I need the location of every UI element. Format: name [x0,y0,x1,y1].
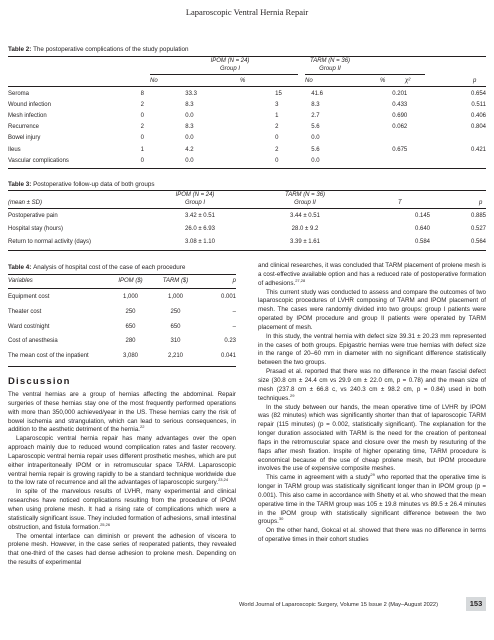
table3-cell-group2: 28.0 ± 9.2 [291,226,319,233]
table2-cell-chi-square: 0.675 [392,146,408,153]
table-row [8,235,486,248]
table3-cell-p-value: 0.885 [470,213,486,220]
table4-cell-variable: Theater cost [8,309,42,316]
table2-cell-complication: Ileus [8,146,21,153]
table2-group2-sub: Group II [319,66,341,72]
table2-cell-group2-pct: 5.6 [311,124,320,131]
table3-cell-group1: 3.08 ± 1.10 [185,238,215,245]
paragraph-text: The omental interface can diminish or prevent the adhesion of viscera to prolene mesh. However, in the case series of reoperated patients, they revealed that one-third of the cases had dense adhesion to prolene mesh. Depending on the results of experimental [8,532,236,567]
table-row [8,99,486,110]
table4-header-tarm: TARM ($) [162,278,189,284]
table-row [8,349,236,364]
table2-cell-chi-square: 0.201 [392,90,408,97]
table2-col-pct-2: % [380,78,386,84]
table2-cell-group2-pct: 0.0 [311,135,320,142]
table3-mean-label: (mean ± SD) [8,200,42,206]
left-column [8,391,236,568]
citation-superscript: 22 [140,424,145,430]
table4-cell-ipom: 280 [125,338,136,345]
table4-header-variables: Variables [8,278,33,284]
paragraph-text: On the other hand, Gokcal et al. showed that there was no difference in terms of operative times in their cohort studies [258,527,486,544]
table2-col-p: p [473,78,477,84]
paragraph [8,435,236,488]
citation-superscript: 29 [289,392,295,398]
table4-cell-tarm: 310 [170,338,181,345]
paragraph-text: The ventral hernias are a group of hernias affecting the abdominal. Repair surgeries of these hernias stay one of the most frequently performed operations with more than 350,000 achieved/year in the US. These hernias carry the risk of bowel ischemia and strangulation, which can lead to serious consequences, in addition to the aesthetic detriment of the hernia. [8,391,236,434]
table2-cell-chi-square: 0.690 [392,112,408,119]
paragraph-text: In the study between our hands, the mean operative time of LVHR by IPOM was (82 minutes) which was significantly shorter than that of laparoscopic TARM repair (115 minutes) (p = 0.002, statistically significant). The explanation for the longer duration associated with TARM is the need for the creation of peritoneal flaps in the retromuscular space and closure over the mesh by resuturing of the flaps after mesh fixation. Inspite of higher operating time, TARM procedure is economical because of the use of cheap prolene mesh, but IPOM procedure involves the use of expensive composite meshes. [258,403,486,473]
right-column [258,262,486,545]
paragraph [258,289,486,333]
table2-col-no-2: No [305,78,313,84]
table3-caption-label: Table 3: [8,181,32,188]
table4-cell-p-value: 0.001 [220,294,236,301]
table2-cell-group1-pct: 0.0 [185,135,194,142]
table2-cell-complication: Seroma [8,90,30,97]
table3-group2-sub: Group II [294,200,316,206]
table4-cell-p-value: 0.041 [220,353,236,360]
paragraph-text: In this study, the ventral hernia with defect size 39.31 ± 20.23 mm represented in the cases of both groups. Epigastric hernias were true hernias with defect size in the range of 20–60 mm in diameter with no significant difference statistically between the two groups. [258,332,486,367]
table2-cell-group2-no: 1 [275,112,279,119]
table2-col-pct-1: % [240,78,246,84]
citation-superscript: 23,24 [218,477,229,483]
paragraph-text: Laparoscopic ventral hernia repair has many advantages over the open approach mainly due to reduced wound complication rates and faster recovery. Laparoscopic ventral hernia repair uses different prosthetic meshes, which are put either intraperitoneally IPOM or in retromuscular space TARM. Laparoscopic ventral hernia repair is growing rapidly to be a standard technique worldwide due to the low rate of recurrence and all the advantages of laparoscopic surgery. [8,435,236,487]
table-row [8,110,486,121]
table4-header-p: p [232,278,236,284]
paragraph-text: and clinical researches, it was concluded that TARM placement of prolene mesh is a cost-effective available option and has a reduced rate of postoperative formation of adhesions. [258,262,486,287]
table4-cell-variable: Ward cost/night [8,323,50,330]
table3-cell-group1: 26.0 ± 6.93 [185,226,215,233]
table3-body [8,210,486,248]
table4-cell-ipom: 3,080 [122,353,138,360]
table3-cell-group2: 3.39 ± 1.61 [290,238,320,245]
table2-cell-group2-no: 2 [275,124,279,131]
table3-cell-t-value: 0.640 [414,226,430,233]
table2-cell-group2-no: 15 [275,90,282,97]
table-row [8,144,486,155]
table2-cell-group1-pct: 0.0 [185,157,194,164]
paragraph [258,333,486,368]
table2-cell-group1-no: 0 [140,135,144,142]
table2-cell-chi-square: 0.433 [392,101,408,108]
table2-col-chi: χ² [405,78,411,84]
table2-cell-group1-no: 1 [140,146,144,153]
table-row [8,122,486,133]
table2-cell-complication: Wound infection [8,101,51,108]
table3-cell-variable: Hospital stay (hours) [8,226,64,233]
table2-cell-group1-pct: 33.3 [185,90,197,97]
table4-caption [8,264,238,271]
table3-cell-t-value: 0.145 [414,213,430,220]
table2-col-no-1: No [150,78,158,84]
table2-cell-group2-no: 0 [275,157,279,164]
table4-body [8,290,236,363]
table3-caption-text: Postoperative follow-up data of both groups [33,181,155,188]
table-row [8,290,236,305]
paragraph [8,488,236,532]
table2-cell-chi-square: 0.062 [392,124,408,131]
table3-cell-variable: Return to normal activity (days) [8,238,92,245]
table3-caption [8,181,155,188]
discussion-heading: Discussion [8,376,71,387]
table2-cell-group1-no: 2 [140,124,144,131]
table2-group1-sub: Group I [219,66,240,72]
table2-cell-group1-no: 8 [140,90,144,97]
table2-group2-head: TARM (N = 36) [309,58,351,64]
table3-cell-p-value: 0.564 [470,238,486,245]
table2-cell-group2-pct: 2.7 [311,112,320,119]
table2-cell-group2-no: 3 [275,101,279,108]
table2-cell-complication: Bowel injury [8,135,41,142]
running-head: Laparoscopic Ventral Hernia Repair [185,7,309,17]
table2-caption [8,46,189,53]
table2-group1-head: IPOM (N = 24) [210,58,250,64]
table2-cell-chi-square [392,133,443,144]
table2-cell-p-value: 0.421 [470,146,486,153]
table4-header [8,276,236,286]
paragraph [8,391,236,435]
table2-cell-group2-no: 0 [275,135,279,142]
table4-cell-variable: Equipment cost [8,294,50,301]
table2-cell-complication: Vascular complications [8,157,69,164]
table-row [8,210,486,223]
table3-cell-group2: 3.44 ± 0.51 [290,213,320,220]
table2-cell-p-value: 0.654 [470,90,486,97]
table2-body [8,88,486,166]
table4-cell-ipom: 650 [125,323,136,330]
table3-col-t: T [398,200,402,206]
table3-cell-p-value: 0.527 [470,226,486,233]
table3-group1-head: IPOM (N = 24) [175,192,215,198]
journal-footer: World Journal of Laparoscopic Surgery, Volume 15 Issue 2 (May–August 2022) [239,602,438,608]
table2-caption-label: Table 2: [8,46,32,53]
table2-cell-p-value [444,155,486,166]
table-row [8,133,486,144]
table3-cell-variable: Postoperative pain [8,213,58,220]
table4-cell-tarm: 2,210 [167,353,183,360]
table2-cell-group1-pct: 8.3 [185,101,194,108]
citation-superscript: 27,28 [295,277,306,283]
table3-cell-group1: 3.42 ± 0.51 [185,213,215,220]
table2-cell-p-value [444,133,486,144]
table2-cell-group2-no: 2 [275,146,279,153]
paragraph [258,474,486,527]
table2-cell-group1-pct: 0.0 [185,112,194,119]
table4-caption-text: Analysis of hospital cost of the case of each procedure [33,264,186,271]
table2-cell-complication: Mesh infection [8,112,47,119]
paragraph-text: This current study was conducted to assess and compare the outcomes of two laparoscopic procedures of LVHR composing of TARM and IPOM placement of mesh. The cases were randomly divided into two groups: group I patients were operated by IPOM procedure and group II patients were operated by TARM placement of mesh. [258,288,486,331]
table-row [8,319,236,334]
table4-cell-p-value: – [232,309,236,316]
table2-cell-group1-pct: 8.3 [185,124,194,131]
table2-caption-text: The postoperative complications of the study population [33,46,189,53]
citation-superscript: 29 [370,472,375,478]
table2-cell-group2-pct: 0.0 [311,157,320,164]
page-number: 153 [466,597,486,611]
table3-group2-head: TARM (N = 36) [284,192,326,198]
table-row [8,155,486,166]
citation-superscript: 30 [278,516,284,522]
table4-cell-variable: The mean cost of the inpatient [8,353,89,360]
table2-cell-chi-square [392,155,443,166]
paragraph [8,533,236,568]
table2-cell-group2-pct: 41.6 [311,90,323,97]
paragraph-text: This came in agreement with a study [266,474,371,482]
table4-caption-label: Table 4: [8,264,32,271]
table2-cell-p-value: 0.511 [471,101,486,108]
paragraph [258,262,486,289]
table2-cell-group1-pct: 4.2 [185,146,194,153]
table4-cell-tarm: 650 [170,323,181,330]
table2-cell-p-value: 0.804 [470,124,486,131]
table3-group1-sub: Group I [184,200,205,206]
table2-cell-group2-pct: 5.6 [311,146,320,153]
table3-col-p: p [479,200,483,206]
table-row [8,223,486,236]
paragraph [258,368,486,403]
paragraph-text: Prasad et al. reported that there was no difference in the mean fascial defect size (30.8 cm ± 24.4 cm vs 29.9 cm ± 22.0 cm, p = 0.78) and the mean size of mesh (237.8 cm ± 66.8 c, vs 240.3 cm ± 98.2 cm, p = 0.84) used in both techniques. [258,368,486,402]
table4-cell-p-value: – [232,323,236,330]
table2-cell-group2-pct: 8.3 [311,101,320,108]
table4-cell-tarm: 1,000 [167,294,183,301]
table4-cell-ipom: 250 [125,309,136,316]
table2-cell-group1-no: 0 [140,157,144,164]
table3-cell-t-value: 0.584 [414,238,430,245]
table-row [8,88,486,99]
table2-cell-p-value: 0.406 [470,112,486,119]
table4-cell-variable: Cost of anesthesia [8,338,58,345]
table4-cell-ipom: 1,000 [122,294,138,301]
table2-cell-group1-no: 0 [140,112,144,119]
table4-cell-p-value: 0.23 [224,338,236,345]
table4-cell-tarm: 250 [170,309,181,316]
citation-superscript: 25,26 [100,521,111,527]
paragraph-text: who reported that the operative time is longer in TARM group was statistically significant longer than in IPOM group (p = 0.001). This also came in accordance with Shetty et al. who showed that the mean operative time in the TARM group was 105 ± 19.8 minutes vs 89.5 ± 26.4 minutes in the IPOM group with statistically significant difference between the two groups. [258,474,486,526]
table2-cell-complication: Recurrence [8,124,40,131]
table4-header-ipom: IPOM ($) [118,278,143,284]
paragraph-text: In spite of the marvelous results of LVHR, many experimental and clinical researches have noticed complications resulting from the procedure of IPOM when using prolene mesh. It had a rising rate of complications which were a statistically significant issue. They included formation of adhesions, small intestinal obstruction, and fistula formation. [8,488,236,531]
table-row [8,305,236,320]
table2-cell-group1-no: 2 [140,101,144,108]
table-row [8,334,236,349]
paragraph [258,527,486,545]
